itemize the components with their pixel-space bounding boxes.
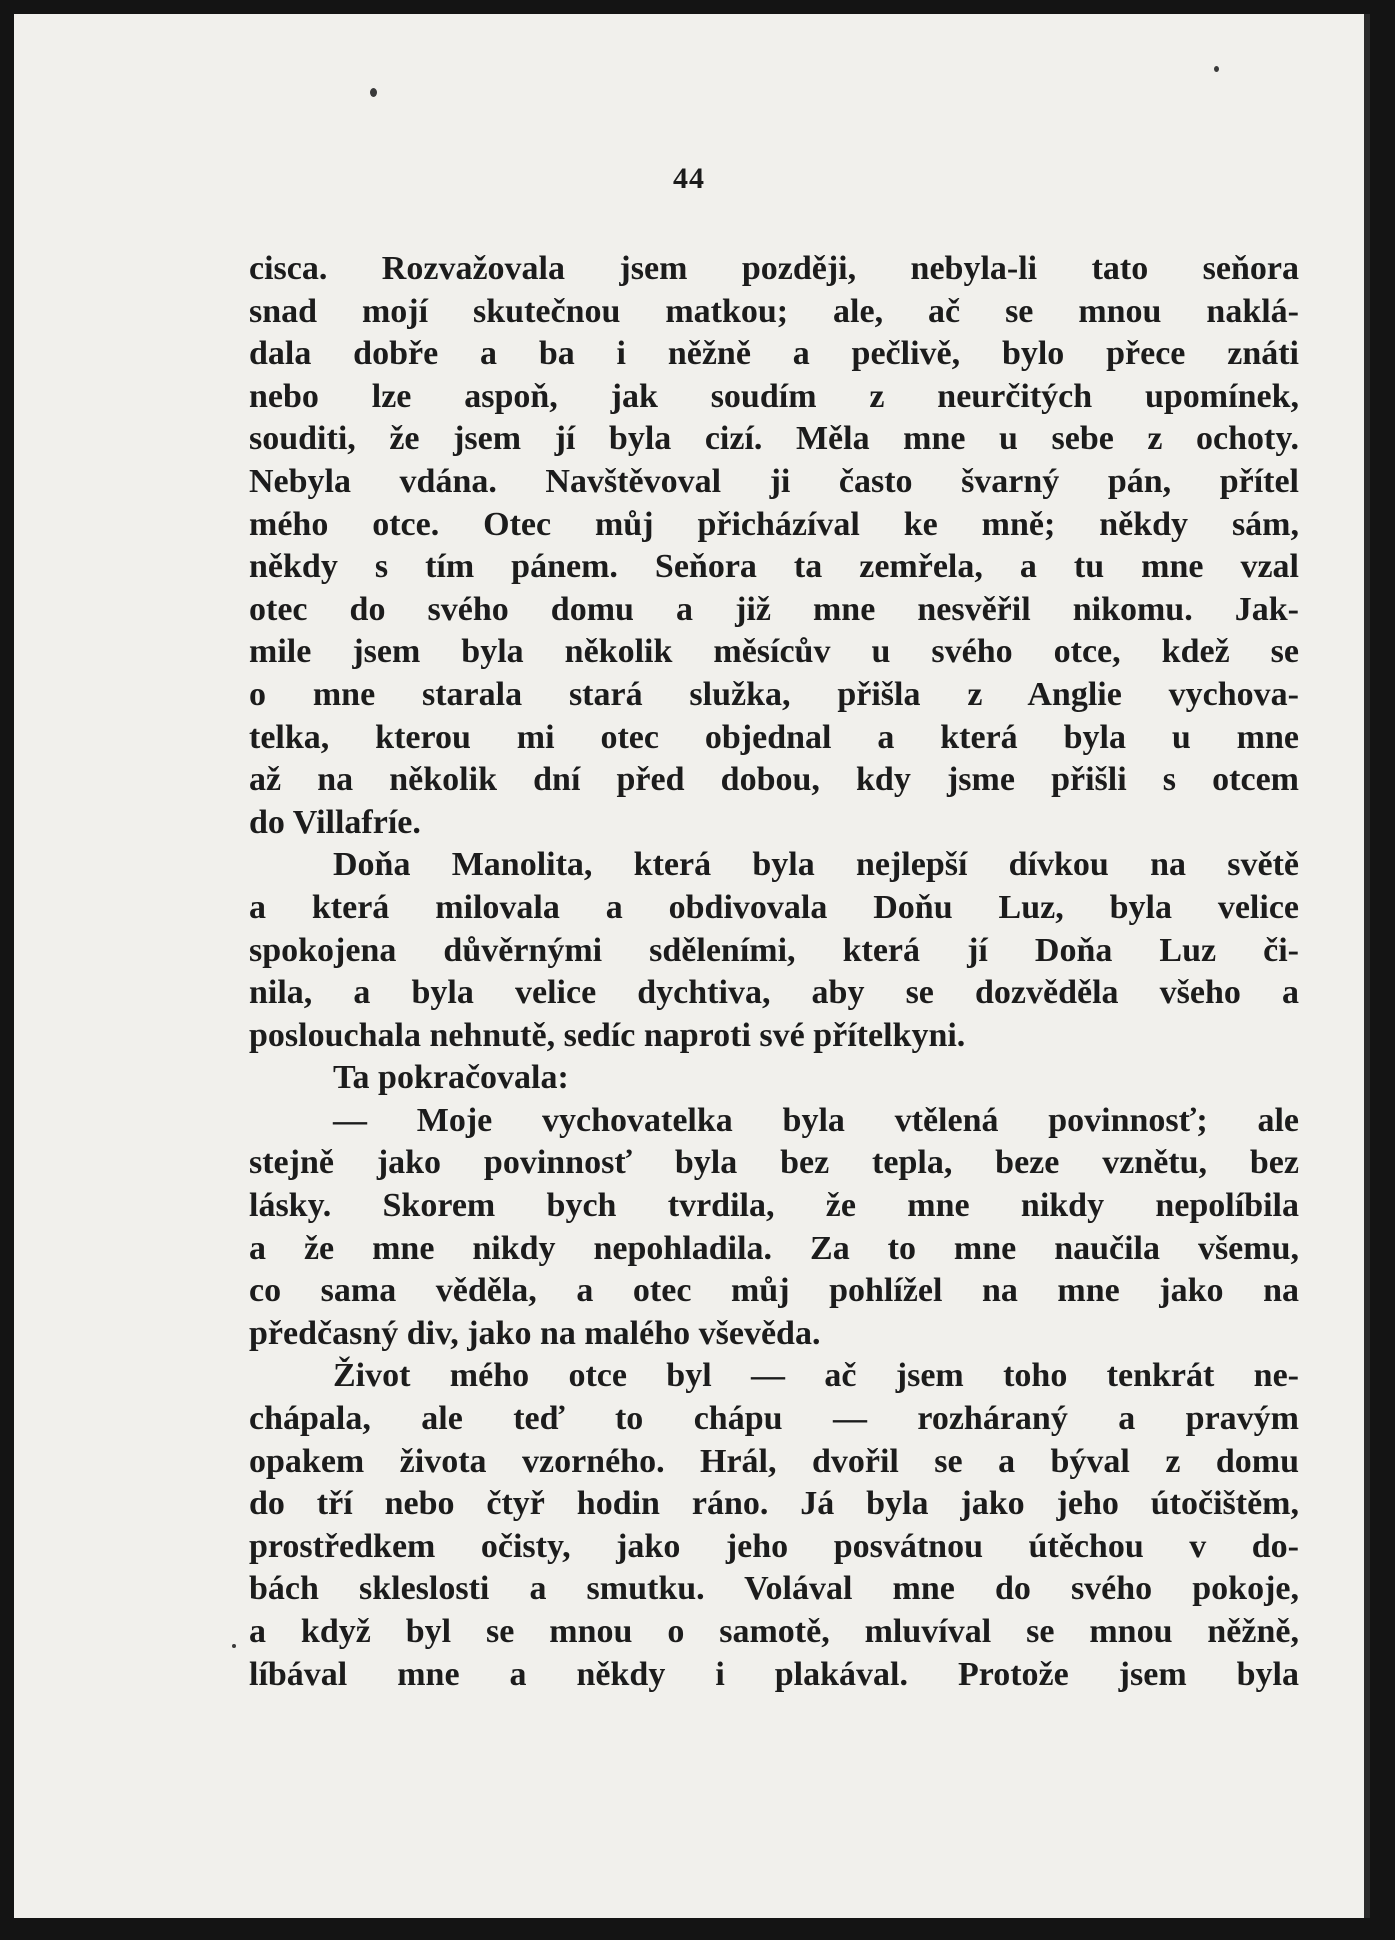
text-line: snad mojí skutečnou matkou; ale, ač se mnou naklá- bbox=[249, 292, 1299, 330]
text-line: a která milovala a obdivovala Doňu Luz, byla velice bbox=[249, 888, 1299, 926]
text-line: a že mne nikdy nepohladila. Za to mne naučila všemu, bbox=[249, 1229, 1299, 1267]
text-line: otec do svého domu a již mne nesvěřil nikomu. Jak- bbox=[249, 590, 1299, 628]
text-line: předčasný div, jako na malého vševěda. bbox=[249, 1314, 821, 1352]
text-line: někdy s tím pánem. Seňora ta zemřela, a tu mne vzal bbox=[249, 548, 1299, 586]
text-line: mile jsem byla několik měsícův u svého otce, kdež se bbox=[249, 633, 1299, 671]
text-line: opakem života vzorného. Hrál, dvořil se a býval z domu bbox=[249, 1442, 1299, 1480]
print-speck bbox=[232, 1644, 236, 1648]
text-line: — Moje vychovatelka byla vtělená povinnosť; ale bbox=[333, 1101, 1299, 1139]
text-line: až na několik dní před dobou, kdy jsme přišli s otcem bbox=[249, 761, 1299, 799]
text-line: Ta pokračovala: bbox=[333, 1059, 569, 1097]
text-line: poslouchala nehnutě, sedíc naproti své přítelkyni. bbox=[249, 1016, 966, 1054]
text-line: dala dobře a ba i něžně a pečlivě, bylo přece znáti bbox=[249, 335, 1299, 373]
text-line: prostředkem očisty, jako jeho posvátnou útěchou v do- bbox=[249, 1527, 1299, 1565]
body-text bbox=[249, 248, 1299, 1696]
text-line: chápala, ale teď to chápu — rozháraný a pravým bbox=[249, 1400, 1299, 1438]
text-line: bách skleslosti a smutku. Volával mne do svého pokoje, bbox=[249, 1570, 1299, 1608]
text-line: a když byl se mnou o samotě, mluvíval se mnou něžně, bbox=[249, 1613, 1299, 1650]
text-line: Nebyla vdána. Navštěvoval ji často švarný pán, přítel bbox=[249, 462, 1299, 500]
text-line: spokojena důvěrnými sděleními, která jí Doňa Luz či- bbox=[249, 931, 1299, 969]
book-page bbox=[14, 14, 1370, 1918]
text-line: Život mého otce byl — ač jsem toho tenkrát ne- bbox=[333, 1357, 1299, 1395]
text-line: stejně jako povinnosť byla bez tepla, beze vznětu, bez bbox=[249, 1144, 1299, 1182]
text-line: souditi, že jsem jí byla cizí. Měla mne u sebe z ochoty. bbox=[249, 420, 1299, 458]
text-line: telka, kterou mi otec objednal a která byla u mne bbox=[249, 718, 1299, 756]
text-line: do tří nebo čtyř hodin ráno. Já byla jako jeho útočištěm, bbox=[249, 1485, 1299, 1523]
text-line: lásky. Skorem bych tvrdila, že mne nikdy nepolíbila bbox=[249, 1187, 1299, 1225]
print-speck bbox=[370, 88, 377, 97]
text-line: líbával mne a někdy i plakával. Protože jsem byla bbox=[249, 1655, 1299, 1693]
text-line: cisca. Rozvažovala jsem později, nebyla-li tato seňora bbox=[249, 250, 1299, 287]
text-line: do Villafríe. bbox=[249, 803, 421, 841]
text-line: Doňa Manolita, která byla nejlepší dívkou na světě bbox=[333, 846, 1299, 884]
text-line: nebo lze aspoň, jak soudím z neurčitých upomínek, bbox=[249, 377, 1299, 415]
page-number: 44 bbox=[673, 162, 705, 195]
text-line: co sama věděla, a otec můj pohlížel na mne jako na bbox=[249, 1272, 1299, 1310]
text-line: mého otce. Otec můj přicházíval ke mně; někdy sám, bbox=[249, 505, 1299, 543]
text-line: o mne starala stará služka, přišla z Anglie vychova- bbox=[249, 675, 1299, 713]
text-line: nila, a byla velice dychtiva, aby se dozvěděla všeho a bbox=[249, 974, 1299, 1012]
print-speck bbox=[1214, 66, 1219, 72]
